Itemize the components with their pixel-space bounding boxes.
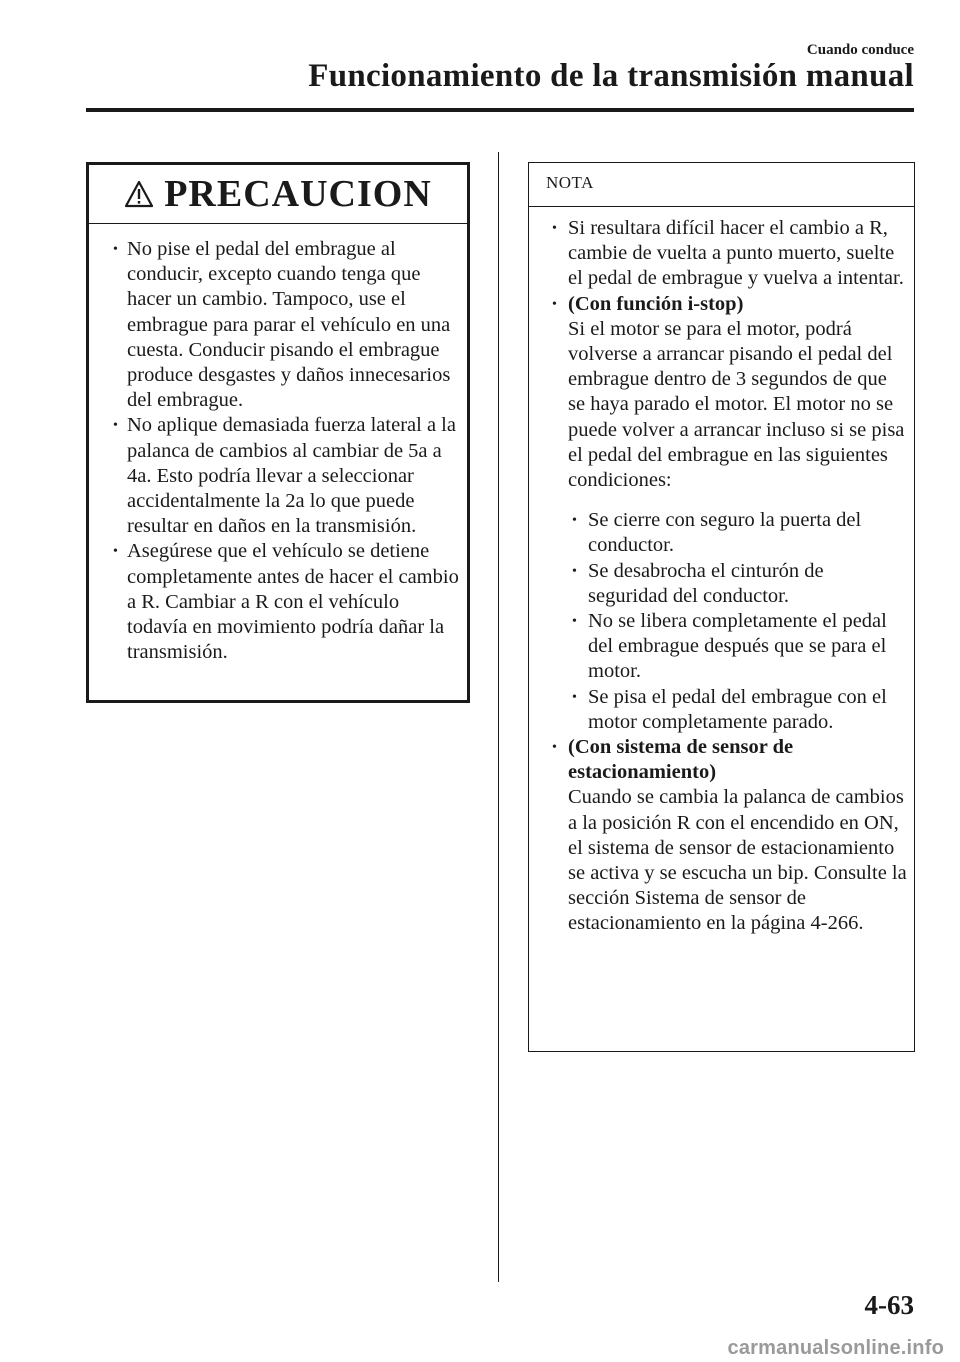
note-item-text: Si resultara difícil hacer el cambio a R, cambie de vuelta a punto muerto, suelte el pedal de embrague y vuelva a intentar.	[568, 217, 904, 290]
page-number: 4-63	[864, 1290, 914, 1320]
caution-box	[86, 162, 470, 703]
bullet-icon: •	[572, 614, 577, 630]
bullet-icon: •	[552, 296, 557, 312]
bullet-icon: •	[572, 689, 577, 705]
note-list	[529, 207, 914, 937]
condition-text: Se cierre con seguro la puerta del conductor.	[588, 509, 862, 557]
condition-item	[572, 609, 908, 685]
note-item-text: Cuando se cambia la palanca de cambios a la posición R con el encendido en ON, el sistema de sensor de estacionamiento se activa y se escucha un bip. Consulte la sección Sistema de sensor de estacionamiento en la página 4-266.	[568, 786, 907, 935]
note-box	[528, 162, 915, 1052]
bullet-icon: •	[572, 513, 577, 529]
caution-item-text: Asegúrese que el vehículo se detiene completamente antes de hacer el cambio a R. Cambiar a R con el vehículo todavía en movimiento podría dañar la transmisión.	[127, 540, 459, 664]
watermark[interactable]: carmanualsonline.info	[727, 1337, 944, 1359]
warning-triangle-icon	[124, 180, 154, 208]
condition-text: No se libera completamente el pedal del embrague después que se para el motor.	[588, 610, 887, 683]
header-rule	[86, 108, 914, 112]
bullet-icon: •	[113, 242, 118, 257]
caution-title: PRECAUCION	[164, 173, 432, 215]
note-item-heading: (Con sistema de sensor de estacionamiento)	[568, 736, 794, 784]
condition-text: Se pisa el pedal del embrague con el motor completamente parado.	[588, 685, 887, 733]
caution-header	[89, 165, 467, 224]
condition-list	[568, 493, 908, 735]
caution-item-text: No pise el pedal del embrague al conducir, excepto cuando tenga que hacer un cambio. Tampoco, use el embrague para parar el vehículo en una cuesta. Conducir pisando el embrague produce desgastes y daños innecesarios del embrague.	[127, 238, 451, 412]
note-item-text: Si el motor se para el motor, podrá volverse a arrancar pisando el pedal del embrague dentro de 3 segundos de que se haya parado el motor. El motor no se puede volver a arrancar incluso si se pisa el pedal del embrague en las siguientes condiciones:	[568, 317, 905, 492]
bullet-icon: •	[113, 418, 118, 434]
condition-item	[572, 559, 908, 609]
caution-item-text: No aplique demasiada fuerza lateral a la palanca de cambios al cambiar de 5a a 4a. Esto podría llevar a seleccionar accidentalmente la 2a lo que puede resultar en daños en la transmisión.	[127, 414, 456, 538]
note-item	[552, 292, 908, 735]
bullet-icon: •	[552, 221, 557, 236]
column-divider	[498, 152, 499, 1282]
condition-item	[572, 685, 908, 735]
bullet-icon: •	[113, 544, 118, 560]
bullet-icon: •	[552, 740, 557, 756]
condition-text: Se desabrocha el cinturón de seguridad del conductor.	[588, 559, 824, 607]
section-label: Cuando conduce	[806, 42, 914, 58]
caution-list	[89, 224, 467, 665]
caution-item	[113, 539, 459, 665]
caution-item	[113, 413, 459, 539]
note-item	[552, 735, 908, 937]
note-item	[552, 216, 908, 292]
bullet-icon: •	[572, 563, 577, 579]
page-title: Funcionamiento de la transmisión manual	[308, 58, 914, 94]
caution-item	[113, 237, 459, 413]
condition-item	[572, 508, 908, 558]
note-item-heading: (Con función i-stop)	[568, 292, 744, 315]
note-title: NOTA	[529, 163, 914, 207]
